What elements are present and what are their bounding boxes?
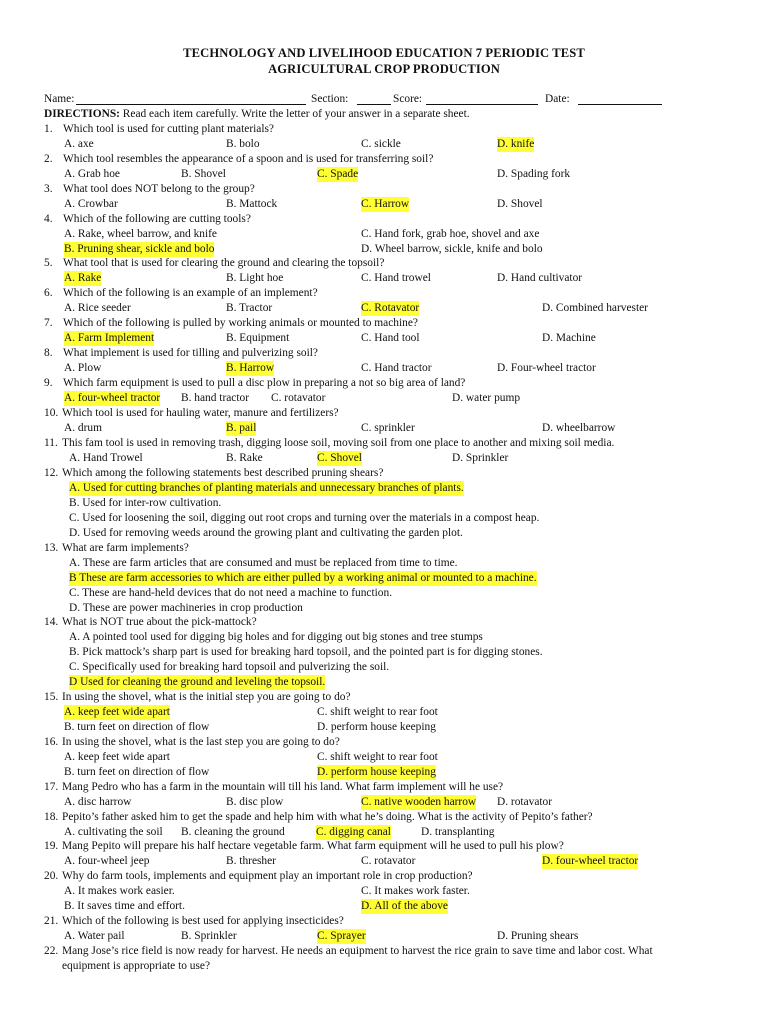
answer-option-highlighted: B. Pruning shear, sickle and bolo — [64, 243, 215, 255]
answer-option: C. Hand tool — [361, 332, 420, 344]
answer-option: B. Used for inter-row cultivation. — [69, 497, 222, 509]
answer-option-highlighted: D. perform house keeping — [317, 766, 436, 778]
answer-option: B. hand tractor — [181, 392, 250, 404]
answer-option-highlighted: C. digging canal — [316, 826, 391, 838]
answer-option: A. drum — [64, 422, 102, 434]
question-number: 1. — [44, 123, 53, 135]
answer-option: B. Pick mattock’s sharp part is used for breaking hard topsoil, and the pointed part is for digging stones. — [69, 646, 543, 658]
date-label: Date: — [545, 93, 570, 105]
answer-option: B. cleaning the ground — [181, 826, 285, 838]
question-number: 11. — [44, 437, 58, 449]
answer-option: D. transplanting — [421, 826, 495, 838]
answer-option: B. thresher — [226, 855, 276, 867]
section-blank[interactable] — [357, 93, 391, 105]
question-text: Which of the following is pulled by working animals or mounted to machine? — [63, 317, 418, 329]
question-5 — [0, 256, 768, 271]
answer-option-highlighted: C. Spade — [317, 168, 359, 180]
answer-option-highlighted: B These are farm accessories to which are either pulled by a working animal or mounted to a machine. — [69, 572, 537, 584]
question-17 — [0, 780, 768, 795]
question-text: Mang Jose’s rice field is now ready for harvest. He needs an equipment to harvest the rice grain to save time and labor cost. What — [62, 945, 653, 957]
question-19 — [0, 839, 768, 854]
directions — [0, 107, 768, 122]
answer-option-highlighted: C. Shovel — [317, 452, 362, 464]
answer-option: C. shift weight to rear foot — [317, 706, 438, 718]
answer-option: D. Wheel barrow, sickle, knife and bolo — [361, 243, 543, 255]
answer-option: C. shift weight to rear foot — [317, 751, 438, 763]
question-number: 12. — [44, 467, 59, 479]
question-8 — [0, 346, 768, 361]
answer-option: A. It makes work easier. — [64, 885, 175, 897]
answer-option: B. Sprinkler — [181, 930, 237, 942]
answer-option: D. Sprinkler — [452, 452, 509, 464]
answer-option: B. It saves time and effort. — [64, 900, 185, 912]
answer-option: C. Hand tractor — [361, 362, 432, 374]
answer-option: A. axe — [64, 138, 94, 150]
name-blank[interactable] — [76, 93, 306, 105]
question-number: 9. — [44, 377, 53, 389]
answer-option-highlighted: D. knife — [497, 138, 535, 150]
question-15 — [0, 690, 768, 705]
question-number: 7. — [44, 317, 53, 329]
question-number: 3. — [44, 183, 53, 195]
question-18 — [0, 810, 768, 825]
answer-option: D. Used for removing weeds around the growing plant and cultivating the garden plot. — [69, 527, 463, 539]
question-text: What tool does NOT belong to the group? — [63, 183, 255, 195]
question-number: 16. — [44, 736, 59, 748]
answer-option: C. Used for loosening the soil, digging out root crops and turning over the materials in a compost heap. — [69, 512, 540, 524]
question-text: Which tool resembles the appearance of a spoon and is used for transferring soil? — [63, 153, 434, 165]
answer-option: B. Rake — [226, 452, 263, 464]
section-label: Section: — [311, 93, 349, 105]
answer-option: D. Spading fork — [497, 168, 571, 180]
question-13 — [0, 541, 768, 556]
question-text: Which of the following are cutting tools? — [63, 213, 251, 225]
answer-option: B. bolo — [226, 138, 260, 150]
question-number: 8. — [44, 347, 53, 359]
answer-option-highlighted: D. four-wheel tractor — [542, 855, 639, 867]
answer-option: D. These are power machineries in crop production — [69, 602, 303, 614]
answer-option: C. Specifically used for breaking hard topsoil and pulverizing the soil. — [69, 661, 390, 673]
question-text-line2: equipment is appropriate to use? — [62, 960, 211, 972]
question-text: What tool that is used for clearing the ground and clearing the topsoil? — [63, 257, 385, 269]
answer-option: A. cultivating the soil — [64, 826, 163, 838]
question-text: What is NOT true about the pick-mattock? — [62, 616, 257, 628]
question-21 — [0, 914, 768, 929]
answer-option-highlighted: C. Rotavator — [361, 302, 420, 314]
answer-option: D. Hand cultivator — [497, 272, 583, 284]
date-blank[interactable] — [578, 93, 662, 105]
answer-option: A. These are farm articles that are consumed and must be replaced from time to time. — [69, 557, 458, 569]
question-text-continued — [0, 959, 768, 974]
answer-option: A. disc harrow — [64, 796, 132, 808]
name-label: Name: — [44, 93, 75, 105]
question-number: 6. — [44, 287, 53, 299]
question-text: What are farm implements? — [62, 542, 189, 554]
answer-option-highlighted: D Used for cleaning the ground and leveling the topsoil. — [69, 676, 326, 688]
score-label: Score: — [393, 93, 423, 105]
answer-option: B. Shovel — [181, 168, 226, 180]
answer-option: A. A pointed tool used for digging big holes and for digging out big stones and tree stumps — [69, 631, 483, 643]
answer-option: C. rotavator — [361, 855, 416, 867]
question-number: 2. — [44, 153, 53, 165]
question-16 — [0, 735, 768, 750]
question-number: 15. — [44, 691, 59, 703]
answer-option: C. These are hand-held devices that do not need a machine to function. — [69, 587, 393, 599]
answer-option: D. Machine — [542, 332, 596, 344]
question-10 — [0, 406, 768, 421]
answer-option: C. sickle — [361, 138, 401, 150]
answer-option: A. four-wheel jeep — [64, 855, 150, 867]
question-22 — [0, 944, 768, 959]
answer-option: D. wheelbarrow — [542, 422, 616, 434]
answer-option-highlighted: A. keep feet wide apart — [64, 706, 170, 718]
question-number: 17. — [44, 781, 59, 793]
answer-option: B. Equipment — [226, 332, 290, 344]
question-text: Mang Pepito will prepare his half hectare vegetable farm. What farm equipment will he used to pull his plow? — [62, 840, 564, 852]
answer-option: A. Crowbar — [64, 198, 118, 210]
answer-option-highlighted: A. Rake — [64, 272, 102, 284]
answer-option-highlighted: C. Harrow — [361, 198, 410, 210]
answer-option: B. Mattock — [226, 198, 278, 210]
question-3 — [0, 182, 768, 197]
question-20 — [0, 869, 768, 884]
student-info-line — [0, 92, 768, 107]
answer-option-highlighted: C. native wooden harrow — [361, 796, 477, 808]
answer-option: C. sprinkler — [361, 422, 415, 434]
answer-option: C. rotavator — [271, 392, 326, 404]
answer-option: B. disc plow — [226, 796, 284, 808]
question-text: Which tool is used for cutting plant materials? — [63, 123, 274, 135]
answer-option: D. Combined harvester — [542, 302, 648, 314]
question-number: 5. — [44, 257, 53, 269]
answer-option: A. Water pail — [64, 930, 125, 942]
answer-option: C. Hand fork, grab hoe, shovel and axe — [361, 228, 540, 240]
question-14 — [0, 615, 768, 630]
question-text: In using the shovel, what is the initial step you are going to do? — [62, 691, 351, 703]
answer-option: D. Pruning shears — [497, 930, 579, 942]
answer-option: B. turn feet on direction of flow — [64, 721, 210, 733]
question-4 — [0, 212, 768, 227]
answer-option-highlighted: B. pail — [226, 422, 257, 434]
question-number: 13. — [44, 542, 59, 554]
test-subtitle: AGRICULTURAL CROP PRODUCTION — [268, 62, 500, 76]
question-number: 10. — [44, 407, 59, 419]
question-6 — [0, 286, 768, 301]
answer-option-highlighted: A. four-wheel tractor — [64, 392, 161, 404]
question-text: Pepito’s father asked him to get the spade and help him with what he’s doing. What is the activity of Pepito’s father? — [62, 811, 593, 823]
question-number: 20. — [44, 870, 59, 882]
answer-option: A. keep feet wide apart — [64, 751, 170, 763]
answer-option-highlighted: D. All of the above — [361, 900, 448, 912]
answer-option: A. Plow — [64, 362, 102, 374]
answer-option: C. It makes work faster. — [361, 885, 470, 897]
answer-option: D. Four-wheel tractor — [497, 362, 596, 374]
score-blank[interactable] — [426, 93, 538, 105]
answer-option: A. Rake, wheel barrow, and knife — [64, 228, 217, 240]
directions-label: DIRECTIONS: — [44, 108, 120, 120]
question-text: This fam tool is used in removing trash, digging loose soil, moving soil from one place to another and mixing soil media. — [62, 437, 615, 449]
question-text: Mang Pedro who has a farm in the mountain will till his land. What farm implement will he use? — [62, 781, 504, 793]
question-7 — [0, 316, 768, 331]
answer-option: A. Hand Trowel — [69, 452, 143, 464]
question-text: Why do farm tools, implements and equipment play an important role in crop production? — [62, 870, 473, 882]
question-2 — [0, 152, 768, 167]
question-12 — [0, 466, 768, 481]
question-text: In using the shovel, what is the last step you are going to do? — [62, 736, 340, 748]
question-text: Which tool is used for hauling water, manure and fertilizers? — [62, 407, 339, 419]
question-text: Which of the following is best used for applying insecticides? — [62, 915, 344, 927]
answer-option: D. water pump — [452, 392, 521, 404]
question-text: Which among the following statements best described pruning shears? — [62, 467, 384, 479]
test-title: TECHNOLOGY AND LIVELIHOOD EDUCATION 7 PERIODIC TEST — [183, 46, 585, 60]
question-number: 4. — [44, 213, 53, 225]
answer-option-highlighted: B. Harrow — [226, 362, 275, 374]
answer-option: D. Shovel — [497, 198, 543, 210]
question-number: 14. — [44, 616, 59, 628]
question-number: 19. — [44, 840, 59, 852]
question-number: 21. — [44, 915, 59, 927]
question-9 — [0, 376, 768, 391]
answer-option-highlighted: C. Sprayer — [317, 930, 366, 942]
answer-option-highlighted: A. Farm Implement — [64, 332, 155, 344]
question-11 — [0, 436, 768, 451]
question-number: 18. — [44, 811, 59, 823]
question-text: What implement is used for tilling and pulverizing soil? — [63, 347, 318, 359]
answer-option: C. Hand trowel — [361, 272, 431, 284]
question-1 — [0, 122, 768, 137]
answer-option: A. Grab hoe — [64, 168, 120, 180]
question-text: Which of the following is an example of an implement? — [63, 287, 318, 299]
directions-text: Read each item carefully. Write the letter of your answer in a separate sheet. — [119, 108, 470, 120]
question-text: Which farm equipment is used to pull a disc plow in preparing a not so big area of land? — [63, 377, 466, 389]
question-number: 22. — [44, 945, 59, 957]
answer-option: A. Rice seeder — [64, 302, 131, 314]
answer-option: B. turn feet on direction of flow — [64, 766, 210, 778]
answer-option: B. Light hoe — [226, 272, 284, 284]
answer-option: D. perform house keeping — [317, 721, 436, 733]
answer-option-highlighted: A. Used for cutting branches of planting materials and unnecessary branches of plants. — [69, 482, 464, 494]
answer-option: D. rotavator — [497, 796, 553, 808]
answer-option: B. Tractor — [226, 302, 273, 314]
